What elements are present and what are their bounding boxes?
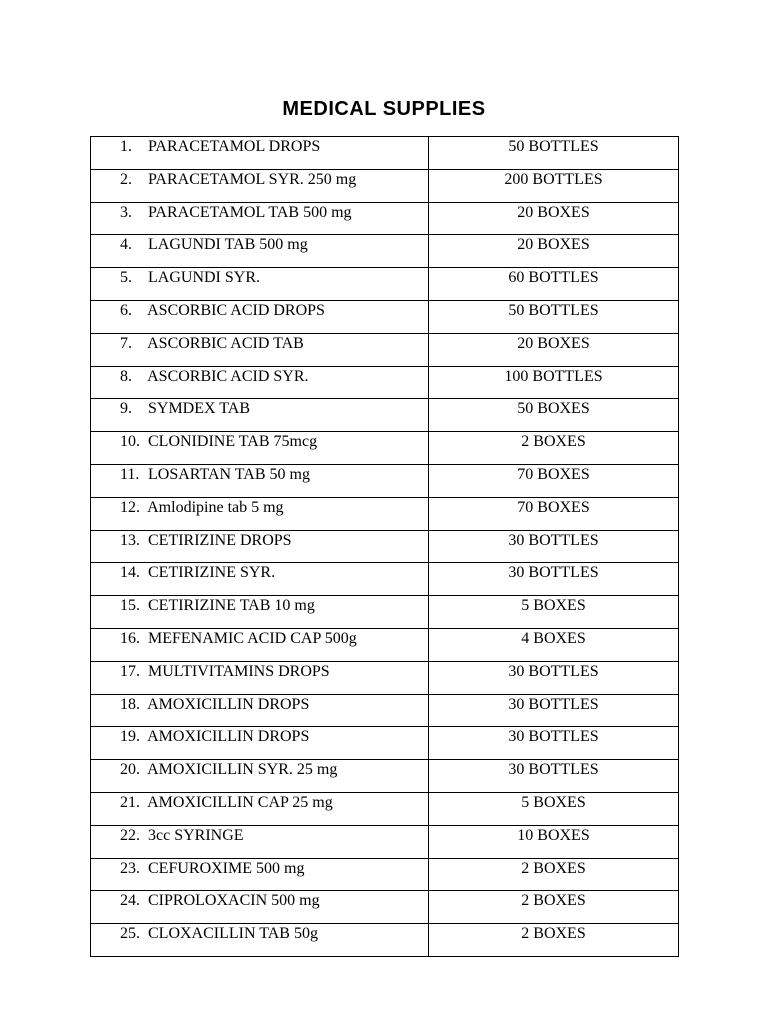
item-number: 10. xyxy=(120,433,140,451)
quantity-cell: 5 BOXES xyxy=(429,792,679,825)
item-cell xyxy=(91,661,429,694)
item-number: 17. xyxy=(120,662,140,680)
item-number: 1. xyxy=(120,138,132,155)
item-cell xyxy=(91,432,429,465)
item-number: 21. xyxy=(120,793,140,811)
item-cell xyxy=(91,628,429,661)
item-cell xyxy=(91,235,429,268)
item-cell xyxy=(91,497,429,530)
item-number: 13. xyxy=(120,531,140,549)
table-row xyxy=(91,366,679,399)
item-name: CLOXACILLIN TAB 50g xyxy=(148,925,318,943)
item-name: ASCORBIC ACID TAB xyxy=(147,334,304,352)
table-row xyxy=(91,530,679,563)
table-row xyxy=(91,497,679,530)
item-cell xyxy=(91,333,429,366)
item-number: 12. xyxy=(120,498,140,516)
table-row xyxy=(91,202,679,235)
item-number: 14. xyxy=(120,564,140,582)
table-row xyxy=(91,858,679,891)
quantity-cell: 30 BOTTLES xyxy=(429,760,679,793)
quantity-cell: 4 BOXES xyxy=(429,628,679,661)
quantity-cell: 200 BOTTLES xyxy=(429,169,679,202)
item-cell xyxy=(91,268,429,301)
quantity-cell: 20 BOXES xyxy=(429,333,679,366)
quantity-cell: 5 BOXES xyxy=(429,596,679,629)
quantity-cell: 50 BOTTLES xyxy=(429,137,679,170)
quantity-cell: 70 BOXES xyxy=(429,497,679,530)
item-cell xyxy=(91,891,429,924)
item-name: PARACETAMOL DROPS xyxy=(148,138,321,155)
quantity-cell: 2 BOXES xyxy=(429,432,679,465)
table-row xyxy=(91,169,679,202)
item-number: 7. xyxy=(120,334,132,352)
item-cell xyxy=(91,202,429,235)
item-number: 15. xyxy=(120,597,140,615)
table-row xyxy=(91,432,679,465)
quantity-cell: 2 BOXES xyxy=(429,891,679,924)
supplies-table xyxy=(90,136,679,957)
table-row xyxy=(91,399,679,432)
table-row xyxy=(91,563,679,596)
quantity-cell: 30 BOTTLES xyxy=(429,530,679,563)
item-name: CETIRIZINE SYR. xyxy=(148,564,276,582)
table-row xyxy=(91,268,679,301)
quantity-cell: 2 BOXES xyxy=(429,858,679,891)
item-name: CLONIDINE TAB 75mcg xyxy=(148,433,318,451)
item-cell xyxy=(91,825,429,858)
item-number: 9. xyxy=(120,400,132,418)
item-cell xyxy=(91,596,429,629)
table-row xyxy=(91,760,679,793)
table-row xyxy=(91,300,679,333)
item-name: AMOXICILLIN SYR. 25 mg xyxy=(147,761,338,779)
quantity-cell: 60 BOTTLES xyxy=(429,268,679,301)
item-name: Amlodipine tab 5 mg xyxy=(147,498,284,516)
item-name: CETIRIZINE DROPS xyxy=(148,531,292,549)
quantity-cell: 100 BOTTLES xyxy=(429,366,679,399)
item-name: AMOXICILLIN DROPS xyxy=(147,695,310,713)
item-cell xyxy=(91,137,429,170)
item-name: PARACETAMOL TAB 500 mg xyxy=(148,203,352,221)
item-number: 11. xyxy=(120,465,140,483)
item-name: PARACETAMOL SYR. 250 mg xyxy=(148,170,357,188)
item-number: 2. xyxy=(120,170,132,188)
item-number: 23. xyxy=(120,859,140,877)
item-name: AMOXICILLIN CAP 25 mg xyxy=(147,793,333,811)
item-name: SYMDEX TAB xyxy=(148,400,250,418)
item-number: 18. xyxy=(120,695,140,713)
item-cell xyxy=(91,858,429,891)
item-number: 24. xyxy=(120,892,140,910)
table-row xyxy=(91,661,679,694)
table-row xyxy=(91,825,679,858)
quantity-cell: 30 BOTTLES xyxy=(429,694,679,727)
item-name: AMOXICILLIN DROPS xyxy=(147,728,310,746)
item-number: 16. xyxy=(120,629,140,647)
quantity-cell: 30 BOTTLES xyxy=(429,563,679,596)
item-cell xyxy=(91,924,429,957)
table-row xyxy=(91,628,679,661)
table-row xyxy=(91,137,679,170)
item-number: 25. xyxy=(120,925,140,943)
item-name: ASCORBIC ACID DROPS xyxy=(147,301,325,319)
item-name: CEFUROXIME 500 mg xyxy=(148,859,305,877)
item-number: 5. xyxy=(120,269,132,287)
item-name: ASCORBIC ACID SYR. xyxy=(147,367,309,385)
item-number: 22. xyxy=(120,826,140,844)
supplies-table-body xyxy=(91,137,679,957)
table-row xyxy=(91,596,679,629)
item-name: MEFENAMIC ACID CAP 500g xyxy=(148,629,357,647)
table-row xyxy=(91,333,679,366)
item-name: LAGUNDI TAB 500 mg xyxy=(148,236,308,254)
item-cell xyxy=(91,563,429,596)
quantity-cell: 50 BOXES xyxy=(429,399,679,432)
quantity-cell: 10 BOXES xyxy=(429,825,679,858)
item-cell xyxy=(91,399,429,432)
quantity-cell: 70 BOXES xyxy=(429,464,679,497)
quantity-cell: 50 BOTTLES xyxy=(429,300,679,333)
item-name: LOSARTAN TAB 50 mg xyxy=(148,465,310,483)
item-number: 6. xyxy=(120,301,132,319)
item-cell xyxy=(91,300,429,333)
table-row xyxy=(91,464,679,497)
item-name: 3cc SYRINGE xyxy=(148,826,244,844)
table-row xyxy=(91,924,679,957)
quantity-cell: 20 BOXES xyxy=(429,202,679,235)
item-cell xyxy=(91,727,429,760)
item-name: MULTIVITAMINS DROPS xyxy=(148,662,330,680)
quantity-cell: 30 BOTTLES xyxy=(429,727,679,760)
table-row xyxy=(91,891,679,924)
quantity-cell: 30 BOTTLES xyxy=(429,661,679,694)
quantity-cell: 20 BOXES xyxy=(429,235,679,268)
table-row xyxy=(91,792,679,825)
item-cell xyxy=(91,464,429,497)
table-row xyxy=(91,235,679,268)
item-number: 4. xyxy=(120,236,132,254)
item-name: LAGUNDI SYR. xyxy=(148,269,260,287)
item-number: 8. xyxy=(120,367,132,385)
quantity-cell: 2 BOXES xyxy=(429,924,679,957)
page-title: MEDICAL SUPPLIES xyxy=(282,98,486,120)
item-cell xyxy=(91,792,429,825)
table-row xyxy=(91,727,679,760)
item-cell xyxy=(91,760,429,793)
item-cell xyxy=(91,366,429,399)
item-cell xyxy=(91,694,429,727)
item-cell xyxy=(91,169,429,202)
item-name: CETIRIZINE TAB 10 mg xyxy=(148,597,315,615)
item-number: 20. xyxy=(120,761,140,779)
item-number: 19. xyxy=(120,728,140,746)
table-row xyxy=(91,694,679,727)
item-name: CIPROLOXACIN 500 mg xyxy=(148,892,320,910)
item-number: 3. xyxy=(120,203,132,221)
item-cell xyxy=(91,530,429,563)
